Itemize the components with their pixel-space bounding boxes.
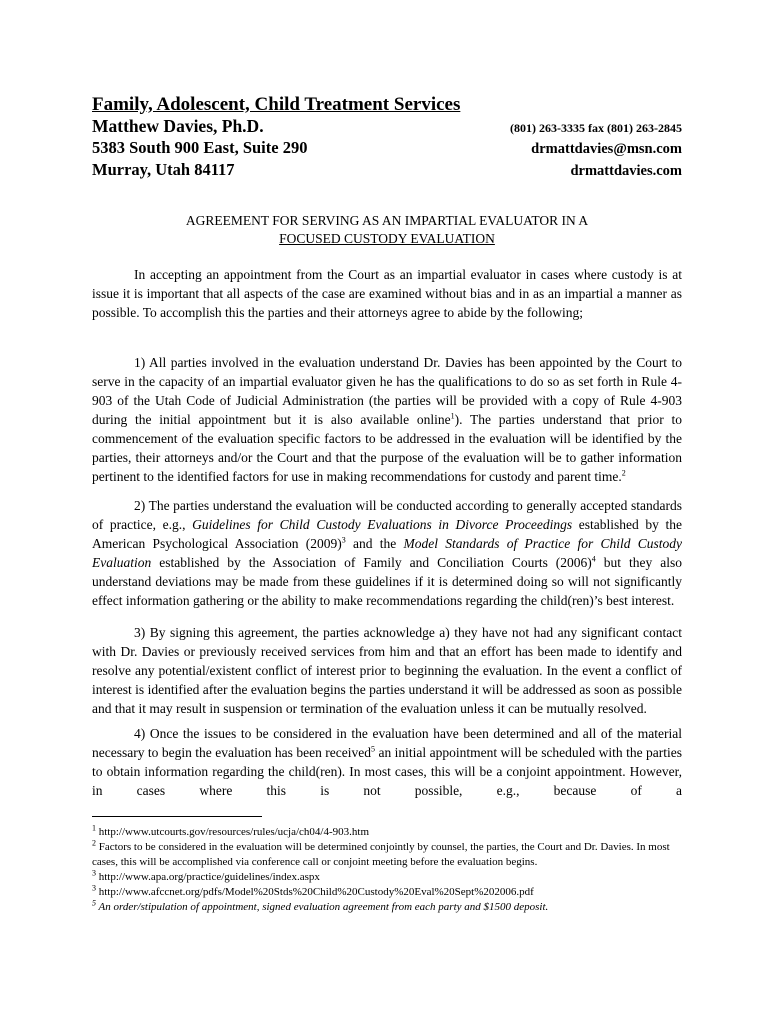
footnote-5 [92, 900, 682, 915]
footnote-text: http://www.afccnet.org/pdfs/Model%20Stds%20Child%20Custody%20Eval%20Sept%202006.pdf [96, 886, 534, 898]
footnote-number: 2 [92, 838, 96, 848]
title-line-1: AGREEMENT FOR SERVING AS AN IMPARTIAL EVALUATOR IN A [185, 213, 589, 228]
letterhead-row-3 [92, 160, 682, 182]
afcc-standards-title: Model Standards of Practice for Child Custody Evaluation [92, 536, 683, 570]
item-2-text-e: but they also understand deviations may be made from these guidelines if it is determined doing so will not significantly effect information gathering or the ability to make recommendations regarding the child(ren)’s best interest. [92, 555, 682, 608]
item-1-text [92, 353, 682, 486]
item-4-text-b: an initial appointment will be scheduled with the parties to obtain information regarding the child(ren). In most cases, this will be a conjoint appointment. However, in cases where this is not possible, e.g., because of a [92, 745, 682, 798]
item-2-text-b: established by the American Psychological Association (2009) [92, 517, 683, 551]
item-4-text-a: 4) Once the issues to be considered in the evaluation have been determined and all of the material necessary to begin the evaluation has been received [92, 726, 682, 760]
item-4-paragraph [92, 724, 682, 800]
intro-text: In accepting an appointment from the Court as an impartial evaluator in cases where custody is at issue it is important that all aspects of the case are examined without bias and in as an impartial a manner as possible. To accomplish this the parties and their attorneys agree to abide by the following; [92, 267, 682, 320]
footnote-number: 5 [92, 898, 96, 908]
phone-fax: (801) 263-3335 fax (801) 263-2845 [510, 121, 682, 135]
document-title [92, 212, 682, 248]
organization-name: Family, Adolescent, Child Treatment Services [92, 94, 461, 115]
letterhead-row-1 [92, 116, 682, 138]
item-4-text [92, 724, 682, 800]
footnote-2 [92, 840, 682, 870]
item-2-text [92, 496, 682, 610]
footnote-ref-2: 2 [621, 468, 626, 478]
street-address: 5383 South 900 East, Suite 290 [92, 138, 308, 157]
item-1-paragraph [92, 353, 682, 486]
footnote-4 [92, 885, 682, 900]
footnote-ref-3: 3 [341, 535, 346, 545]
apa-guidelines-title: Guidelines for Child Custody Evaluations in Divorce Proceedings [192, 517, 573, 532]
website: drmattdavies.com [570, 163, 682, 179]
item-2-paragraph [92, 496, 682, 610]
footnote-text: http://www.apa.org/practice/guidelines/index.aspx [96, 871, 320, 883]
footnote-ref-4: 4 [591, 554, 596, 564]
item-1-text-a: 1) All parties involved in the evaluation understand Dr. Davies has been appointed by the Court to serve in the capacity of an impartial evaluator given he has the qualifications to do so as set forth in Rule 4-903 of the Utah Code of Judicial Administration (the parties will be provided with a copy of Rule 4-903 during the initial appointment but it is also available online [92, 355, 682, 427]
footnote-text: http://www.utcourts.gov/resources/rules/ucja/ch04/4-903.htm [96, 826, 370, 838]
item-3-paragraph [92, 623, 682, 718]
footnote-separator [92, 816, 262, 817]
item-1-text-b: ). The parties understand that prior to commencement of the evaluation specific factors to be addressed in the evaluation will be identified by the parties, their attorneys and/or the Court and that the purpose of the evaluation will be to gather information pertinent to the identified factors for use in making recommendations for custody and parent time. [92, 412, 682, 484]
item-2-text-d: established by the Association of Family and Conciliation Courts (2006) [151, 555, 592, 570]
footnote-number: 3 [92, 868, 96, 878]
footnote-text: An order/stipulation of appointment, signed evaluation agreement from each party and $1500 deposit. [96, 901, 549, 913]
footnote-1 [92, 825, 682, 840]
practitioner-name: Matthew Davies, Ph.D. [92, 116, 264, 136]
footnote-text: Factors to be considered in the evaluation will be determined conjointly by counsel, the parties, the Court and Dr. Davies. In most cases, this will be accomplished via conference call or conjoint meeting before the evaluation begins. [92, 841, 670, 868]
city-address: Murray, Utah 84117 [92, 160, 235, 179]
intro-paragraph [92, 265, 682, 322]
letterhead [92, 94, 682, 182]
item-2-text-c: and the [345, 536, 404, 551]
footnote-3 [92, 870, 682, 885]
letterhead-row-2 [92, 138, 682, 160]
footnote-number: 3 [92, 883, 96, 893]
footnote-ref-1: 1 [450, 411, 455, 421]
footnote-number: 1 [92, 823, 96, 833]
title-line-2: FOCUSED CUSTODY EVALUATION [279, 231, 495, 246]
email-address: drmattdavies@msn.com [531, 141, 682, 157]
item-3-text: 3) By signing this agreement, the parties acknowledge a) they have not had any significant contact with Dr. Davies or previously received services from him and that an effort has been made to identify and resolve any potential/existent conflict of interest prior to beginning the evaluation. In the event a conflict of interest is identified after the evaluation begins the parties understand it will be addressed as soon as possible and that it may result in suspension or termination of the evaluation unless it can be mutually resolved. [92, 625, 682, 716]
item-2-text-a: 2) The parties understand the evaluation will be conducted according to generally accepted standards of practice, e.g., [92, 498, 682, 532]
footnotes [92, 825, 682, 915]
footnote-ref-5: 5 [371, 744, 376, 754]
